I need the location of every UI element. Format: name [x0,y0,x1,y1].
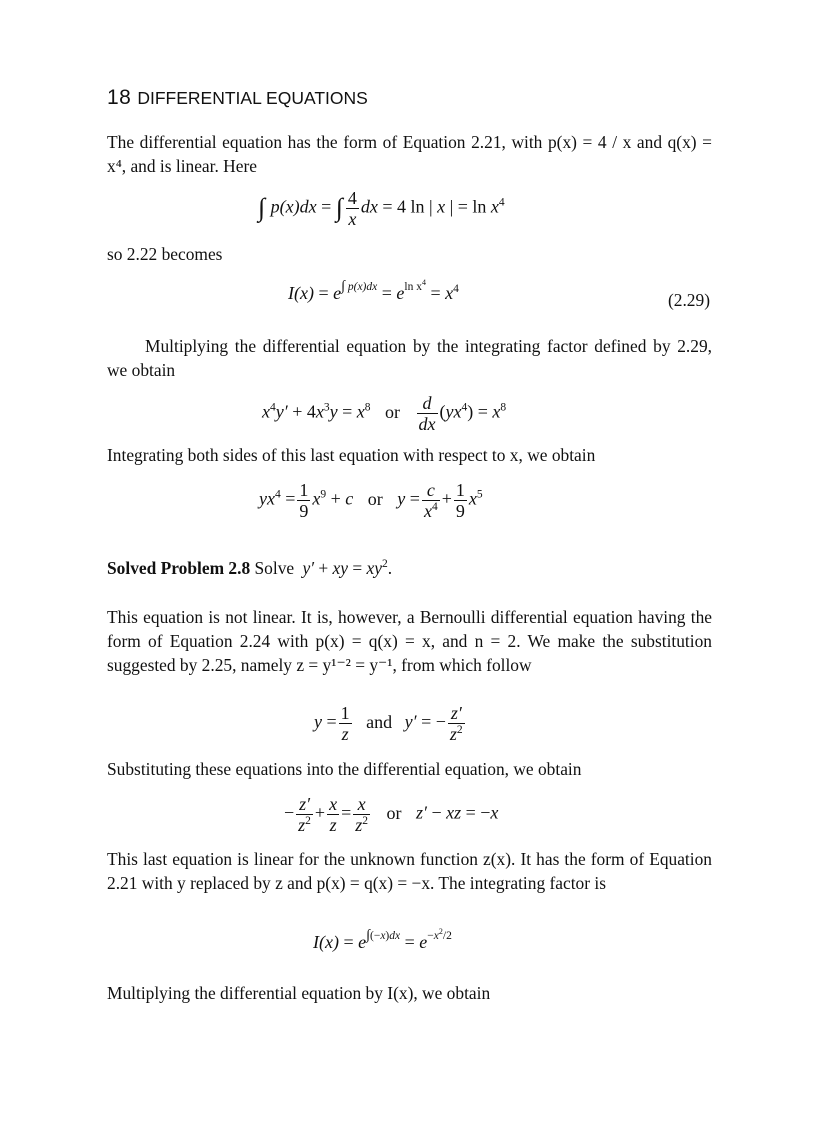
equation-integral-p: ∫ p(x)dx = ∫ $\frac{4}{x}$ dx = 4 ln | x | = $\ln x^4$ [258,188,505,229]
paragraph-8: This last equation is linear for the unknown function z(x). It has the form of Equation 2.21 with y replaced by z and p(x) = q(x) = −x. The integrating factor is [107,849,712,893]
equation-substituted: − $\frac{z'}{z^2}$ + $\frac{x}{z}$ = $\frac{x}{z^2}$ or z′ − xz = −x [284,794,499,835]
paragraph-3: Multiplying the differential equation by the integrating factor defined by 2.29, we obtain [107,336,712,380]
connector-or: or [385,401,400,422]
paragraph-9: Multiplying the differential equation by I(x), we obtain [107,983,491,1003]
paragraph-2: so 2.22 becomes [107,244,223,264]
paragraph-1: The differential equation has the form of Equation 2.21, with p(x) = 4 / x and q(x) = x⁴, and is linear. Here [107,132,712,176]
problem-equation: y′ + xy = $xy^2$. [302,558,393,578]
chapter-title: DIFFERENTIAL EQUATIONS [137,88,368,108]
paragraph-4: Integrating both sides of this last equation with respect to x, we obtain [107,445,596,465]
running-head [107,86,368,110]
equation-integrated: $yx^4$ = $\frac{1}{9}$ $x^9 + c$ or y = $\frac{c}{x^4}$ + $\frac{1}{9}$ $x^5$ [259,480,483,521]
paragraph-6: This equation is not linear. It is, however, a Bernoulli differential equation having the form of Equation 2.24 with p(x) = q(x) = x, and n = 2. We make the substitution suggested by 2.25, namely z = y¹⁻² = y⁻¹, from which follow [107,607,712,675]
equation-multiplied: $x^4y' + 4x^3y = x^8$ or $\frac{d}{dx}$ $(yx^4) = x^8$ [262,393,507,434]
equation-number: (2.29) [667,290,710,310]
paragraph-7: Substituting these equations into the differential equation, we obtain [107,759,582,779]
problem-label: Solved Problem 2.8 [107,558,251,578]
equation-integrating-factor-1: $I(x) = e^{\int p(x)dx} = e^{ln x^4} = x^4$ [288,278,459,303]
equation-integrating-factor-2: $I(x) = e^{\int(-x)dx} = e^{-x^2/2}$ [313,927,452,952]
equation-substitution: y = $\frac{1}{z}$ and y′ = − $\frac{z'}{z^2}$ [314,703,463,744]
solved-problem-heading: Solved Problem 2.8 Solve y′ + xy = $xy^2$. [107,558,393,578]
page-number: 18 [107,86,132,109]
